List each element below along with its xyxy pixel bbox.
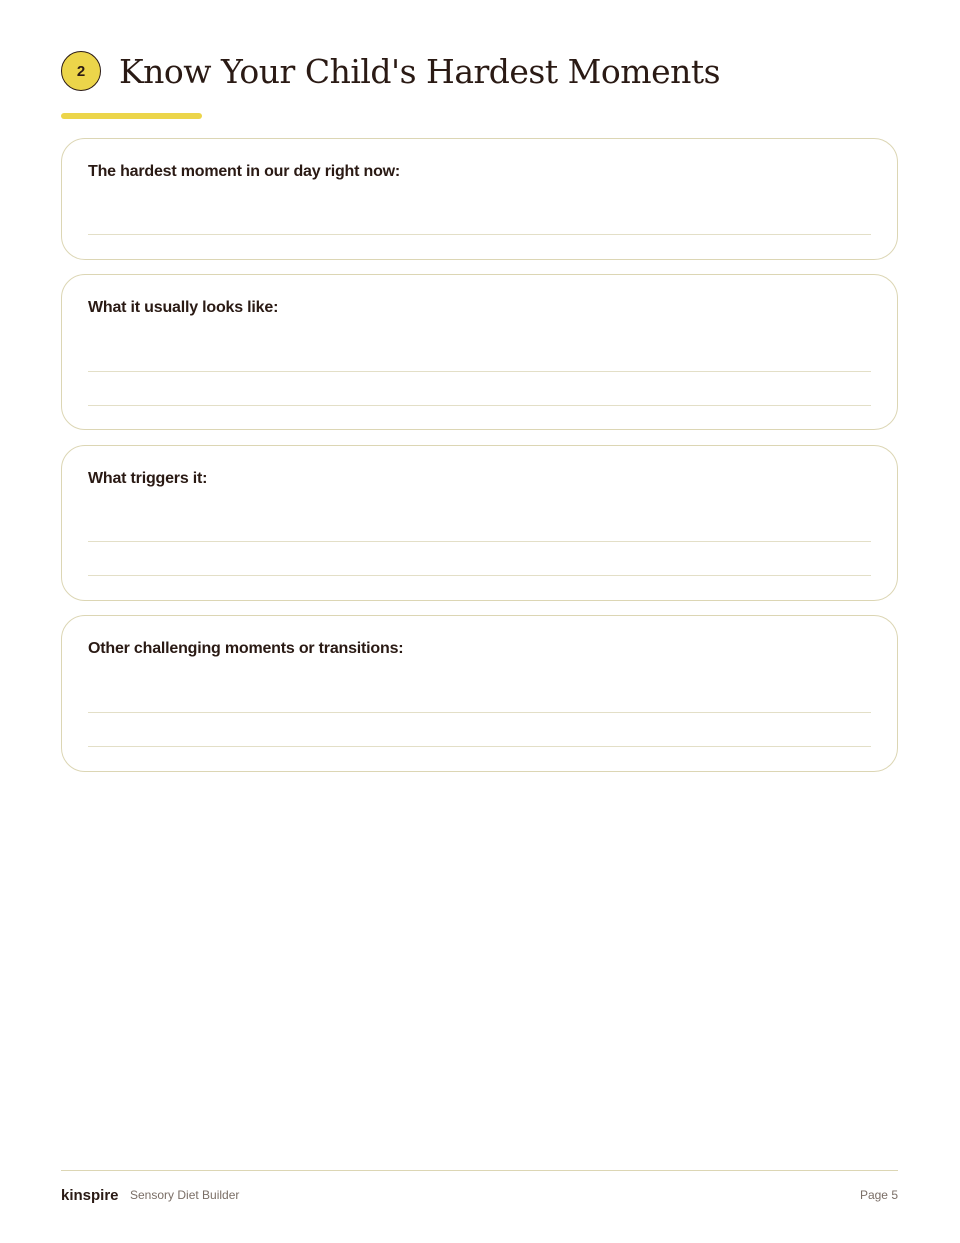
write-in-line[interactable]	[88, 234, 871, 235]
title-accent-bar	[61, 113, 202, 119]
section-label: The hardest moment in our day right now:	[88, 163, 401, 180]
write-in-line[interactable]	[88, 712, 871, 713]
page-number: Page 5	[859, 1188, 898, 1202]
section-card-hardest-moment	[61, 138, 898, 260]
section-card-other-challenging-moments	[61, 615, 898, 772]
section-card-what-it-looks-like	[61, 274, 898, 430]
section-label: Other challenging moments or transitions:	[88, 640, 404, 657]
write-in-line[interactable]	[88, 746, 871, 747]
write-in-line[interactable]	[88, 371, 871, 372]
page-title: Know Your Child's Hardest Moments	[119, 52, 721, 91]
section-card-what-triggers-it	[61, 445, 898, 601]
document-name: Sensory Diet Builder	[130, 1188, 240, 1202]
page-header	[61, 50, 901, 120]
step-number-badge: 2	[61, 51, 101, 91]
write-in-line[interactable]	[88, 405, 871, 406]
section-label: What it usually looks like:	[88, 299, 279, 316]
write-in-line[interactable]	[88, 575, 871, 576]
section-label: What triggers it:	[88, 470, 208, 487]
page-footer	[61, 1170, 898, 1211]
write-in-line[interactable]	[88, 541, 871, 542]
brand-logo: kinspire	[61, 1187, 119, 1204]
